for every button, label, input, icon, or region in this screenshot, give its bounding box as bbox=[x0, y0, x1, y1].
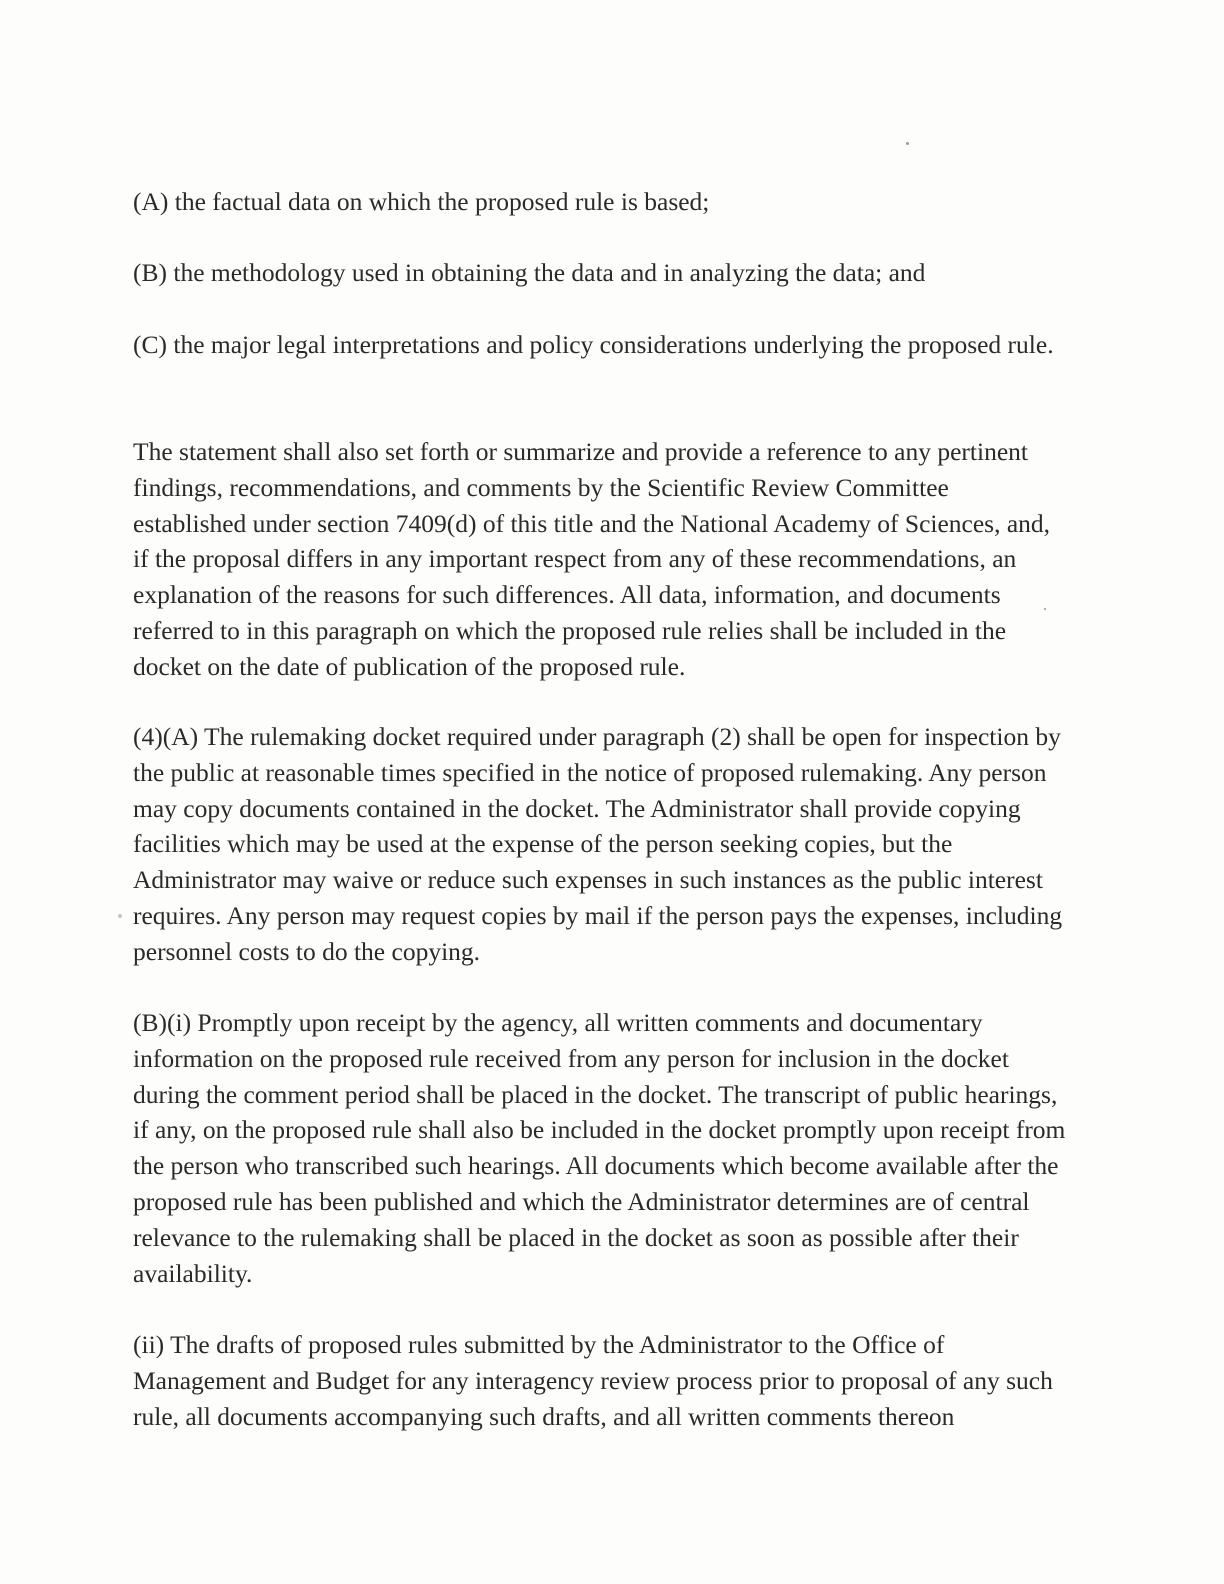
item-b-methodology: (B) the methodology used in obtaining the data and in analyzing the data; and bbox=[133, 258, 926, 287]
paragraph-4b-i-comments: (B)(i) Promptly upon receipt by the agency, all written comments and documentary information on the proposed rule received from any person for inclusion in the docket during the comment period shall be placed in the docket. The transcript of public hearings, if any, on the proposed rule shall also be included in the docket promptly upon receipt from the person who transcribed such hearings. All documents which become available after the proposed rule has been published and which the Administrator determines are of central relevance to the rulemaking shall be placed in the docket as soon as possible after their availability. bbox=[133, 1008, 1066, 1288]
item-a-factual-data: (A) the factual data on which the proposed rule is based; bbox=[133, 187, 710, 216]
item-c-legal-interpretations: (C) the major legal interpretations and policy considerations underlying the proposed rule. bbox=[133, 330, 1054, 359]
paragraph-4a-docket-inspection: (4)(A) The rulemaking docket required under paragraph (2) shall be open for inspection by the public at reasonable times specified in the notice of proposed rulemaking. Any person may copy documents contained in the docket. The Administrator shall provide copying facilities which may be used at the expense of the person seeking copies, but the Administrator may waive or reduce such expenses in such instances as the public interest requires. Any person may request copies by mail if the person pays the expenses, including personnel costs to do the copying. bbox=[133, 722, 1063, 966]
scan-speck bbox=[906, 142, 909, 145]
scan-speck bbox=[1044, 608, 1046, 610]
scan-speck bbox=[118, 914, 122, 918]
statement-paragraph: The statement shall also set forth or summarize and provide a reference to any pertinent findings, recommendations, and comments by the Scientific Review Committee established under section 7409(d) of this title and the National Academy of Sciences, and, if the proposal differs in any important respect from any of these recommendations, an explanation of the reasons for such differences. All data, information, and documents referred to in this paragraph on which the proposed rule relies shall be included in the docket on the date of publication of the proposed rule. bbox=[133, 437, 1051, 681]
paragraph-4b-ii-drafts: (ii) The drafts of proposed rules submitted by the Administrator to the Office of Management and Budget for any interagency review process prior to proposal of any such rule, all documents accompanying such drafts, and all written comments thereon bbox=[133, 1330, 1053, 1431]
